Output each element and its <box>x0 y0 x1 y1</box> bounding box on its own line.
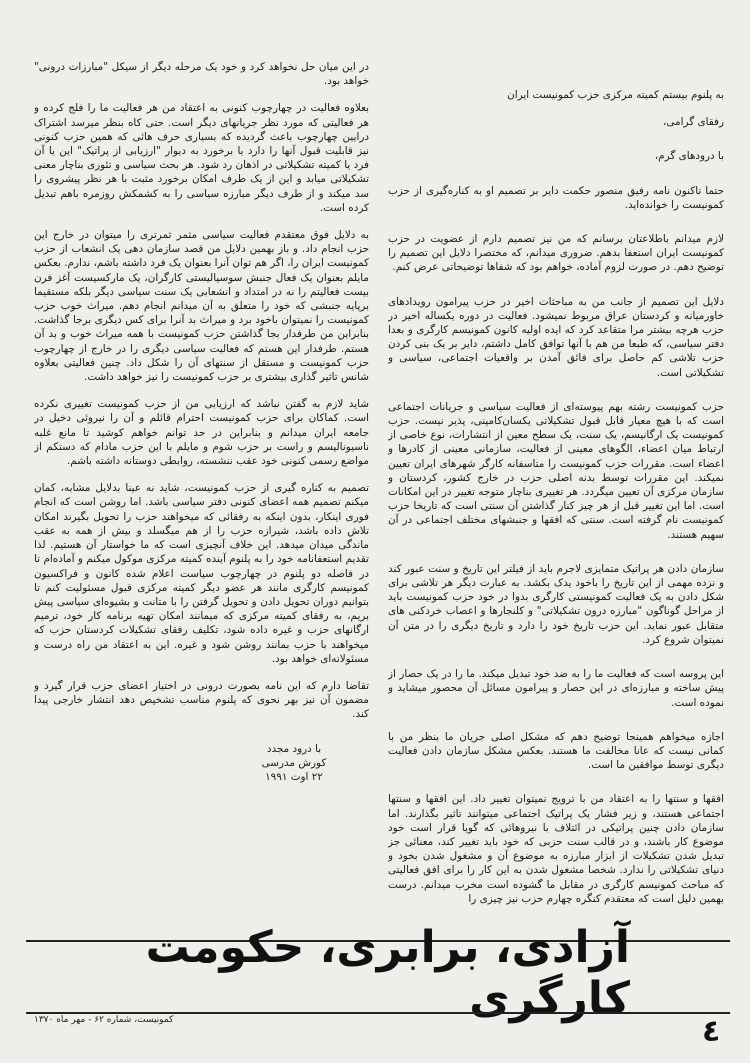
slogan-banner: آزادی، برابری، حکومت کارگری <box>145 922 630 1024</box>
paragraph: حزب کمونیست رشته بهم پیوسته‌ای از فعالیت سیاسی و جریانات اجتماعی است که با هیچ معیار قابل قبول تشکیلاتی یکسان‌کامپنی، پذیر نیست. حزب کمونیست یک ارگانیسم، یک سنت، یک سطح معین از انتشارات، نوع خاصی از ارتباط میان اعضاء، الگوهای معینی از فعالیت، سازمانی معینی از کادرها و اعضاء است. مقررات حزب کمونیست را متاسفانه کارگر شهرهای ایران تعیین نمیکند. این مقررات توسط بدنه اصلی حزب در خارج کشور، کردستان و سازمان مرکزی آن تعیین میگردد. هر تغییری بناچار متوجه تغییر در این امکانات است. اما این تغییر قبل از هر چیز کنار گذاشتن آن سنتی است که تاریخا حزب کمونیست نام گرفته است. سنتی که افقها و جنبشهای مختلف اجتماعی در آن سهیم هستند. <box>388 400 724 541</box>
paragraph: بعلاوه فعالیت در چهارچوب کنونی به اعتقاد من هر فعالیت ما را فلج کرده و هر فعالیتی که مورد نظر جریانهای دیگر است. حتی کاه بنظر میرسد اشتراک درایین چهارچوب باعث گردیده که بسیاری حرف هائی که همین حزب کنونی نیز قابلیت قبول آنها را دارد با برخورد به دیوار "ارزیابی از پراتیک" این یا آن فرد یا کمیته تشکیلاتی در اذهان رد شود. هر بحث سیاسی و تئوری بناچار معنی تشکیلاتی میابد و این از یک طرف امکان برخورد مثبت با هر نظر پیشروی را سد میکند و از طرف دیگر مبارزه سیاسی را به کشمکش روزمره باهم تبدیل کرده است. <box>34 102 369 214</box>
bottom-divider <box>26 1012 730 1014</box>
salutation-comrades: رفقای گرامی، <box>663 116 724 129</box>
paragraph: تصمیم به کناره گیری از حزب کمونیست، شاید نه عینا بدلایل مشابه، کمان میکنم تصمیم همه اعضای کنونی دفتر سیاسی باشد. اما روشن است که انجام فوری اینکار، بدون اینکه به رفقائی که میخواهند حزب را تحویل بگیرند امکان تلاش داده باشد، شیرازه حزب را از هم میگسلد و بیش از همه به عقب ماندگی میدان میدهد. این خلاف آنچیزی است که ما خواستار آن هستیم. لذا تقدیم استعفانامه خود را به پلنوم آینده کمیته مرکزی موکول میکنم و آماده‌ام تا در فاصله دو پلنوم در چهارچوب سیاست اعلام شده کانون و فراکسیون کمونیسم کارگری مانند هر عضو دیگر کمیته مرکزی قبول مسئولیت کنم تا بتوانیم دوران تحویل دادن و تحویل گرفتن را با متانت و بشیوه‌ای سیاسی پیش بریم، به رفقای کمیته مرکزی که میمانند امکان تهیه برنامه کار خود، ترمیم ارگانهای حزب و غیره داده شود، تکلیف رفقای تشکیلات کردستان حزب که میخواهند با حزب بمانند روشن شود و غیره. این به اعتقاد من راه درست و مسئولانه‌ای خواهد بود. <box>34 482 369 665</box>
paragraph: در این میان حل نخواهد کرد و خود یک مرحله دیگر از سیکل "مبارزات درونی" خواهد بود. <box>34 61 369 88</box>
salutation-greetings: با درودهای گرم، <box>654 150 724 163</box>
signature-date: ۲۲ اوت ۱۹۹۱ <box>265 770 323 783</box>
signature-greeting: با درود مجدد <box>266 742 322 755</box>
paragraph: حتما تاکنون نامه رفیق منصور حکمت دایر بر تصمیم او به کناره‌گیری از حزب کمونیست را خوانده‌اید. <box>388 184 724 211</box>
footer-issue-info: کمونیست، شماره ۶۲ - مهر ماه ۱۳۷۰ <box>34 1015 174 1025</box>
paragraph: اجازه میخواهم همینجا توضیح دهم که مشکل اصلی جریان ما بنظر من با کمانی نیست که عانا مخالفت ما هستند. بعکس مشکل سازمان دادن فعالیت دیگری توسط موافقین ما است. <box>388 730 724 772</box>
paragraph: سازمان دادن هر پراتیک متمایزی لاجرم باید از فیلتر این تاریخ و سنت عبور کند و نزده مهمی از این تاریخ را باخود یدک بکشد. به عبارت دیگر هر تلاشی برای شکل دادن به یک فعالیت کمونیستی کارگری بدوا در خود حزب کمونیست باید از مراحل گوناگون "مبارزه درون تشکیلاتی" و کلنجارها و اعصاب خردکنی های متقابل عبور نماید. این حزب تاریخ خود را دارد و تاریخ دیگری را در متن آن نمیتوان شروع کرد. <box>388 562 724 646</box>
salutation-address: به پلنوم بیستم کمیته مرکزی حزب کمونیست ایران <box>507 89 724 101</box>
article-column-left <box>34 60 369 922</box>
article-column-right <box>388 60 724 922</box>
paragraph: این پروسه است که فعالیت ما را به ضد خود تبدیل میکند. ما را در یک حصار از پیش ساخته و مبارزه‌ای در این حصار و پیرامون مسائل آن محصور میشاید و نموده است. <box>388 668 724 709</box>
signature-block <box>219 742 369 784</box>
paragraph: به دلایل فوق معتقدم فعالیت سیاسی مثمر ثمرتری را میتوان در خارج این حزب انجام داد. و باز بهمین دلایل من قصد سازمان دهی یک انشعاب از حزب کمونیست ایران را، اگر هم توان آنرا بعنوان یک فرد داشته باشم، ندارم. بعکس مایلم بعنوان یک فعال جنبش سوسیالیستی کارگران، یک مارکسیست آغز فرن بیست فعالیتم را نه در امتداد و انشعابی یک سنت سیاسی دیگر بلکه مستقیما برپایه جنبشی که خود را متعلق به آن میدانم انجام دهم. میراث خوب حزب کمونیست را نمیتوان باخود برد و میراث بد آنرا برای کس دیگری برجا گذاشت. بنابراین من طرفدار بجا گذاشتن حزب کمونیست با همه میراث خوب و بد آن هستم. طرفدار این هستم که فعالیت سیاسی دیگری را در خارج از چهارچوب حزب کمونیست و مستقل از سنتهای آن را شکل داد. چنین فعالیتی بعلاوه شانس تاثیر گذاری بیشتری بر حزب کمونیست را نیز خواهد داشت. <box>34 229 369 384</box>
paragraph: لازم میدانم باطلاعتان برسانم که من نیز تصمیم دارم از عضویت در حزب کمونیست ایران استعفا بدهم. ضروری میدانم، که مختصرا دلایل این تصمیم را توضیح دهم. در صورت لزوم آماده، خواهم بود که شفاها توضیحاتی عرض کنم. <box>388 233 724 274</box>
page-number: ٤ <box>702 1014 721 1049</box>
signature-name: کورش مدرسی <box>261 756 327 769</box>
paragraph: افقها و سنتها را به اعتقاد من با ترویج نمیتوان تغییر داد. این افقها و سنتها اجتماعی هستند، و زیر فشار یک پراتیک اجتماعی میتوانند تاثیر بگذارند. اما سازمان دادن چنین پراتیکی در ائتلاف با نیروهائی که گویا قرار است خود موضوع کار باشند، و در قالب سنت حزبی که خود باید تغییر کند، معنائی جز تبدیل شدن تشکیلات از ابزار مبارزه به موضوع آن و مشغول شدن بخود و دنیای تشکیلاتی را ندارد. شخصا مشغول شدن به این کار را برای افق فعالیتی که مباحث کمونیسم کارگری در مقابل ما گشوده است مخرب میدانم. درست بهمین دلیل است که معتقدم کنگره چهارم حزب نیز چیزی را <box>388 793 724 905</box>
paragraph: تقاضا دارم که این نامه بصورت درونی در اختیار اعضای حزب قرار گیرد و مضمون آن نیز بهر نحوی که پلنوم مناسب تشخیص دهد انتشار خارجی پیدا کند. <box>34 679 369 721</box>
paragraph: دلایل این تصمیم از جانب من به مباحثات اخیر در حزب پیرامون رویدادهای خاورمیانه و کردستان عراق مربوط نمیشود. فعالیت در دوره یکساله اخیر در حزب هرچه بیشتر مرا متقاعد کرد که ایده اولیه کانون کمونیسم کارگری و بعدا دفتر سیاسی، که طبعا من هم با آنها توافق کامل داشتم، دایر بر یک بنی کردن حزب تلاشی کم حاصل برای فائق آمدن بر واقعیات اجتماعی، سیاسی و تشکیلاتی است. <box>388 295 724 379</box>
paragraph: شاید لازم به گفتن نباشد که ارزیابی من از حزب کمونیست تغییری نکرده است. کماکان برای حزب کمونیست احترام قائلم و آن را نیروئی دخیل در جامعه ایران میدانم و بنابراین در حد توانم خواهم کوشید تا مانع غلبه ناسیونالیسم و راست بر حزب شوم و مایلم با این حزب مادام که دستکم از مواضع رسمی کنونی خود عقب ننشسته، روابطی دوستانه داشته باشم. <box>34 398 369 468</box>
